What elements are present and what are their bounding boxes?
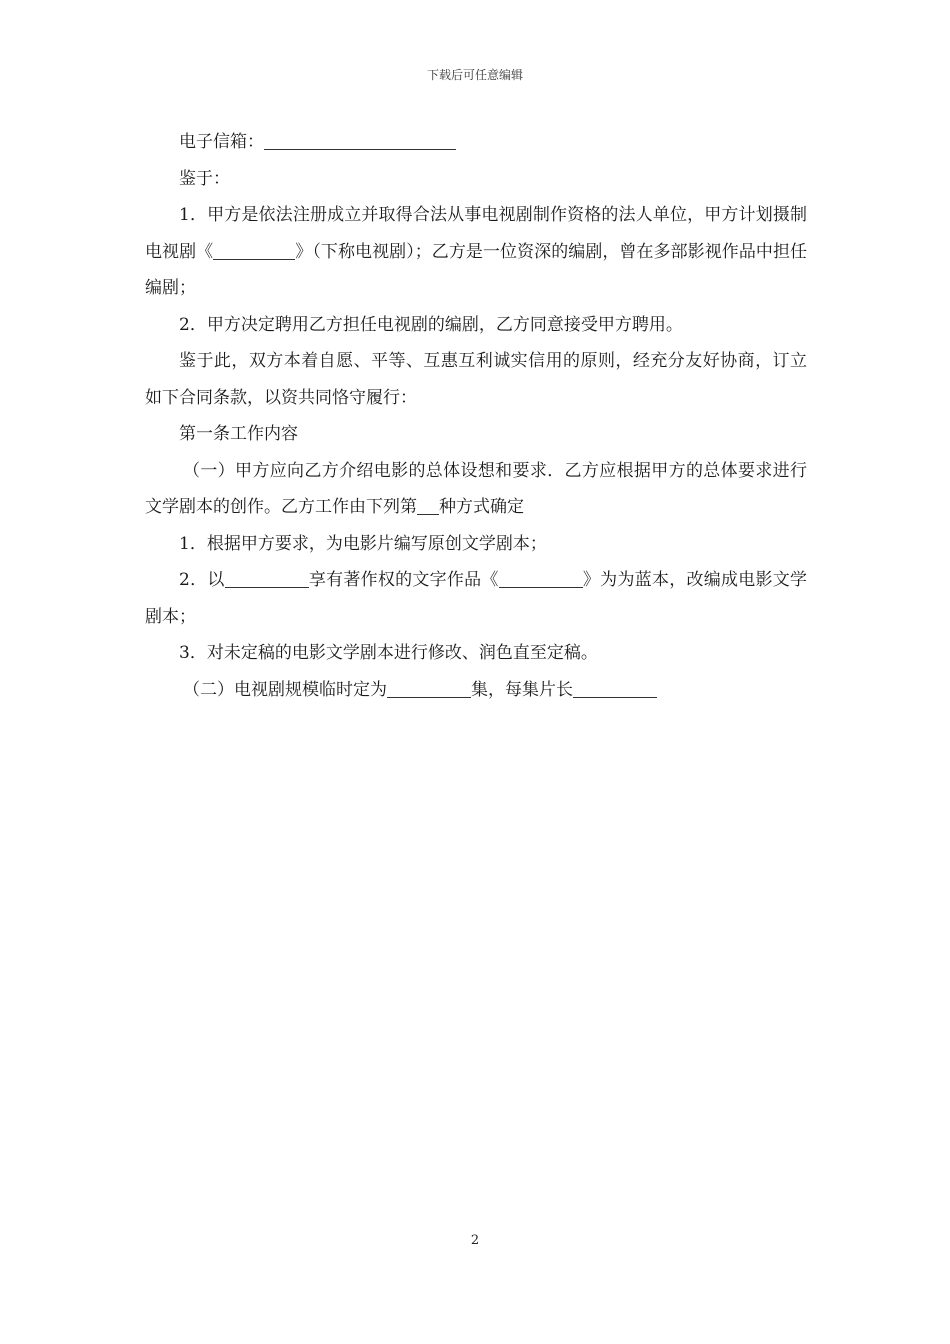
method-1: 1．根据甲方要求，为电影片编写原创文学剧本；	[179, 533, 547, 554]
method-number-blank	[417, 496, 439, 515]
copyright-holder-blank	[225, 569, 309, 588]
item-1: 1．甲方是依法注册成立并取得合法从事电视剧制作资格的法人单位，甲方计划摄制电视剧《 》（下称电视剧）；乙方是一位资深的编剧，曾在多部影视作品中担任编剧；	[145, 205, 808, 298]
document-body	[145, 124, 807, 708]
page-header: 下载后可任意编辑	[426, 68, 523, 82]
episode-count-blank	[387, 679, 471, 698]
work-title-blank	[499, 569, 583, 588]
page-number: 2	[470, 1233, 480, 1248]
email-line	[145, 124, 807, 161]
item-2: 2．甲方决定聘用乙方担任电视剧的编剧，乙方同意接受甲方聘用。	[179, 314, 683, 335]
article-1-title: 第一条工作内容	[179, 424, 298, 444]
email-label: 电子信箱：	[179, 132, 264, 152]
email-blank	[264, 131, 456, 150]
episode-length-blank	[573, 679, 657, 698]
clause-1: （一）甲方应向乙方介绍电影的总体设想和要求．乙方应根据甲方的总体要求进行文学剧本的创作。乙方工作由下列第 种方式确定	[145, 460, 807, 517]
method-2: 2．以 享有著作权的文字作品《 》为为蓝本，改编成电影文学剧本；	[145, 570, 808, 627]
agreement-paragraph: 鉴于此，双方本着自愿、平等、互惠互利诚实信用的原则，经充分友好协商，订立如下合同条款，以资共同恪守履行：	[145, 351, 807, 408]
clause-2: （二）电视剧规模临时定为 集，每集片长	[145, 672, 807, 709]
drama-title-blank	[213, 241, 295, 260]
whereas-line: 鉴于：	[179, 168, 230, 189]
method-3: 3．对未定稿的电影文学剧本进行修改、润色直至定稿。	[179, 643, 598, 663]
